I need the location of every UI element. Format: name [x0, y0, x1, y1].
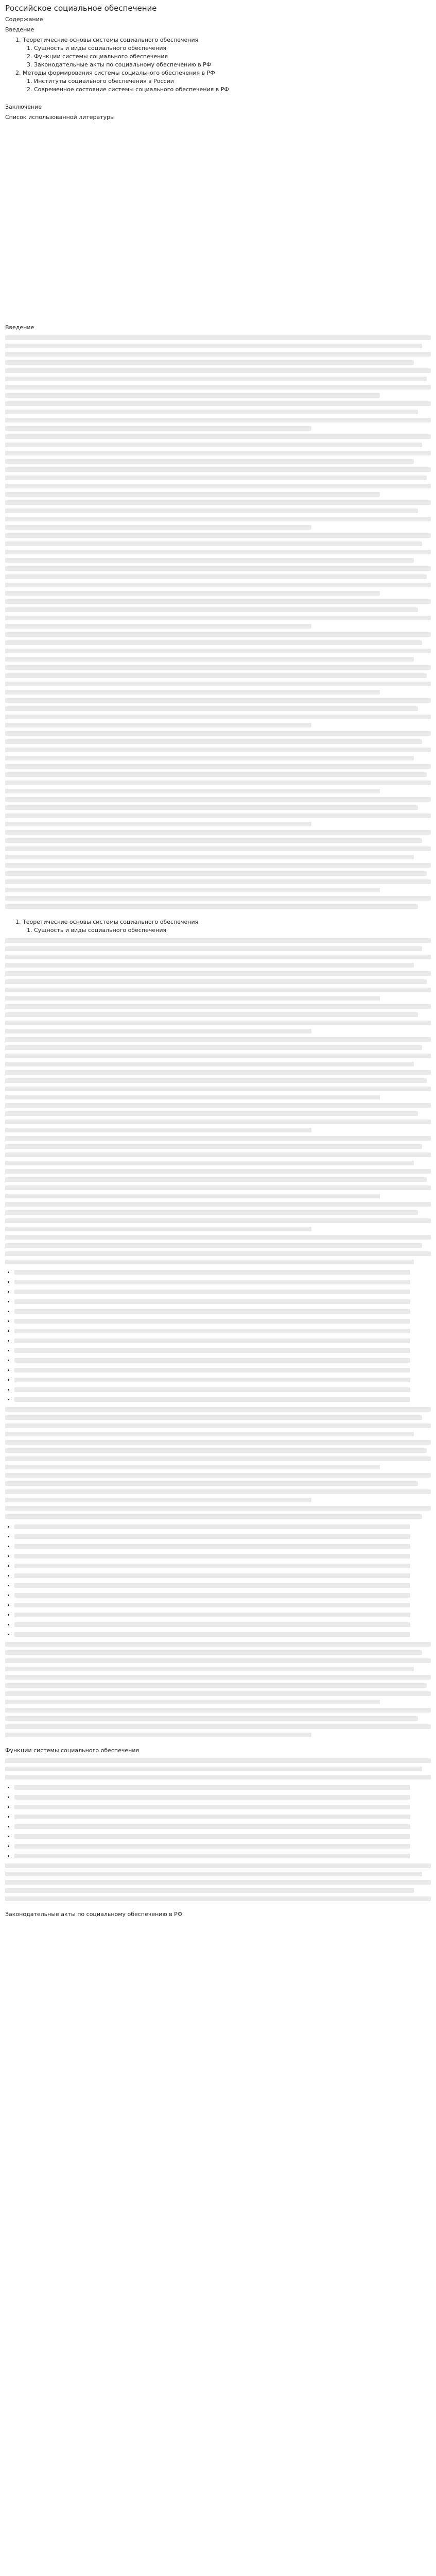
text-line-placeholder [5, 715, 431, 719]
text-line-placeholder [5, 996, 380, 1001]
text-line-placeholder [5, 451, 431, 455]
bullet-item-placeholder [14, 1581, 431, 1589]
text-line-placeholder [5, 1210, 418, 1215]
text-line-placeholder [5, 1650, 422, 1655]
bullet-item-placeholder [14, 1793, 431, 1801]
section-3-heading: Законодательные акты по социальному обеспечению в РФ [5, 1911, 183, 1918]
text-line-placeholder [5, 971, 431, 976]
text-line-placeholder [5, 904, 418, 909]
text-line-placeholder [5, 599, 431, 604]
text-line-placeholder [5, 649, 431, 653]
toc-conclusion-link[interactable]: Заключение [5, 104, 42, 110]
text-line-placeholder [5, 1227, 311, 1231]
text-line-placeholder [5, 1888, 414, 1893]
text-line-placeholder [5, 1514, 422, 1519]
text-line-placeholder [5, 344, 422, 348]
text-line-placeholder [5, 1407, 431, 1412]
text-line-placeholder [5, 1489, 431, 1494]
text-line-placeholder [5, 682, 431, 686]
text-line-placeholder [5, 607, 418, 612]
text-line-placeholder [5, 1423, 431, 1428]
text-line-placeholder [14, 1805, 410, 1809]
text-line-placeholder [5, 739, 422, 744]
intro-text-placeholder [5, 335, 431, 909]
text-line-placeholder [5, 846, 431, 851]
text-line-placeholder [5, 1675, 431, 1680]
toc-heading: Содержание [5, 16, 43, 23]
bullet-item-placeholder [14, 1307, 431, 1315]
text-line-placeholder [14, 1280, 410, 1284]
text-line-placeholder [5, 616, 431, 620]
text-line-placeholder [5, 772, 427, 777]
bullet-item-placeholder [14, 1852, 431, 1860]
text-line-placeholder [5, 814, 431, 818]
text-line-placeholder [14, 1834, 410, 1839]
text-line-placeholder [5, 1218, 431, 1223]
text-line-placeholder [5, 1481, 418, 1486]
text-line-placeholder [5, 1004, 431, 1009]
bullet-item-placeholder [14, 1571, 431, 1580]
text-line-placeholder [5, 1128, 311, 1132]
text-line-placeholder [5, 476, 427, 480]
text-line-placeholder [5, 896, 431, 901]
text-line-placeholder [5, 830, 431, 835]
text-line-placeholder [5, 566, 431, 571]
toc-subsection[interactable]: 1. Институты социального обеспечения в России [34, 77, 431, 86]
section-2-text-placeholder [5, 1758, 431, 1780]
section-1-bullets-2 [14, 1522, 431, 1638]
text-line-placeholder [5, 1498, 311, 1502]
text-line-placeholder [5, 377, 427, 381]
text-line-placeholder [5, 335, 431, 340]
bullet-item-placeholder [14, 1812, 431, 1821]
text-line-placeholder [5, 1235, 431, 1240]
text-line-placeholder [5, 1872, 422, 1876]
text-line-placeholder [5, 533, 431, 538]
text-line-placeholder [14, 1534, 410, 1539]
toc-intro-link[interactable]: Введение [5, 26, 34, 33]
text-line-placeholder [14, 1593, 410, 1598]
bullet-item-placeholder [14, 1532, 431, 1540]
text-line-placeholder [5, 517, 431, 521]
text-line-placeholder [14, 1544, 410, 1549]
text-line-placeholder [5, 665, 431, 670]
bullet-item-placeholder [14, 1336, 431, 1345]
bullet-item-placeholder [14, 1297, 431, 1306]
document-title: Российское социальное обеспечение [5, 4, 157, 13]
text-line-placeholder [5, 459, 414, 464]
text-line-placeholder [5, 955, 431, 959]
toc-subsection[interactable]: 3. Законодательные акты по социальному обеспечению в РФ [34, 61, 431, 69]
text-line-placeholder [5, 657, 414, 662]
section-2-text-placeholder-2 [5, 1863, 431, 1901]
bullet-item-placeholder [14, 1268, 431, 1276]
intro-section [5, 324, 431, 909]
section-2 [5, 1747, 431, 1901]
text-line-placeholder [5, 863, 431, 868]
text-line-placeholder [5, 1161, 414, 1165]
bullet-item-placeholder [14, 1356, 431, 1364]
text-line-placeholder [5, 1473, 431, 1478]
text-line-placeholder [5, 748, 431, 752]
text-line-placeholder [5, 1095, 380, 1099]
section-2-bullets [14, 1783, 431, 1860]
text-line-placeholder [5, 871, 427, 876]
bullet-item-placeholder [14, 1287, 431, 1296]
text-line-placeholder [5, 541, 422, 546]
text-line-placeholder [14, 1329, 410, 1333]
text-line-placeholder [5, 1078, 427, 1083]
toc-bibliography-link[interactable]: Список использованной литературы [5, 114, 115, 121]
text-line-placeholder [14, 1824, 410, 1829]
text-line-placeholder [5, 1260, 414, 1264]
text-line-placeholder [5, 1863, 431, 1868]
text-line-placeholder [5, 1054, 431, 1058]
text-line-placeholder [5, 1012, 418, 1017]
text-line-placeholder [14, 1270, 410, 1275]
toc-subsection[interactable]: 1. Сущность и виды социального обеспечения [34, 44, 431, 53]
bullet-item-placeholder [14, 1822, 431, 1831]
text-line-placeholder [5, 632, 431, 637]
text-line-placeholder [14, 1319, 410, 1324]
text-line-placeholder [5, 401, 431, 406]
text-line-placeholder [5, 764, 431, 769]
bullet-item-placeholder [14, 1611, 431, 1619]
text-line-placeholder [14, 1603, 410, 1607]
text-line-placeholder [5, 1144, 422, 1149]
text-line-placeholder [5, 574, 427, 579]
text-line-placeholder [5, 963, 414, 968]
text-line-placeholder [5, 1169, 431, 1174]
text-line-placeholder [5, 1120, 431, 1124]
text-line-placeholder [5, 805, 418, 810]
text-line-placeholder [5, 988, 431, 992]
text-line-placeholder [5, 1767, 422, 1771]
text-line-placeholder [5, 492, 380, 497]
text-line-placeholder [5, 731, 431, 736]
toc-chapter-1-subsections [23, 44, 431, 69]
text-line-placeholder [5, 558, 414, 563]
section-1-text-placeholder-3 [5, 1642, 431, 1737]
text-line-placeholder [14, 1632, 410, 1637]
text-line-placeholder [5, 583, 431, 587]
text-line-placeholder [5, 1724, 431, 1729]
text-line-placeholder [14, 1854, 410, 1858]
text-line-placeholder [5, 1045, 422, 1050]
text-line-placeholder [5, 1708, 431, 1713]
text-line-placeholder [5, 525, 311, 530]
text-line-placeholder [5, 673, 427, 678]
text-line-placeholder [5, 1251, 431, 1256]
toc-chapter-2[interactable] [23, 69, 431, 94]
text-line-placeholder [5, 838, 422, 843]
text-line-placeholder [5, 781, 431, 785]
text-line-placeholder [5, 1153, 431, 1157]
bullet-item-placeholder [14, 1395, 431, 1403]
section-1-text-placeholder-2 [5, 1407, 431, 1519]
text-line-placeholder [5, 888, 380, 892]
toc-chapter-1[interactable] [23, 36, 431, 69]
text-line-placeholder [5, 1733, 311, 1737]
text-line-placeholder [5, 393, 380, 398]
text-line-placeholder [14, 1613, 410, 1617]
bullet-item-placeholder [14, 1630, 431, 1638]
bullet-item-placeholder [14, 1842, 431, 1850]
text-line-placeholder [5, 550, 431, 554]
text-line-placeholder [5, 1716, 418, 1721]
text-line-placeholder [5, 1448, 427, 1453]
text-line-placeholder [5, 352, 431, 357]
text-line-placeholder [5, 1642, 431, 1647]
text-line-placeholder [14, 1368, 410, 1372]
text-line-placeholder [14, 1290, 410, 1294]
text-line-placeholder [5, 946, 422, 951]
text-line-placeholder [5, 418, 431, 422]
toc-chapter-1-label[interactable]: Теоретические основы системы социального обеспечения [23, 37, 199, 43]
text-line-placeholder [5, 1103, 431, 1108]
text-line-placeholder [5, 410, 418, 414]
text-line-placeholder [14, 1309, 410, 1314]
text-line-placeholder [5, 1896, 431, 1901]
text-line-placeholder [5, 1185, 431, 1190]
text-line-placeholder [5, 698, 431, 703]
bullet-item-placeholder [14, 1620, 431, 1629]
section-1-bullets [14, 1268, 431, 1403]
text-line-placeholder [5, 1243, 422, 1248]
text-line-placeholder [5, 624, 311, 629]
bullet-item-placeholder [14, 1803, 431, 1811]
text-line-placeholder [14, 1564, 410, 1568]
bullet-item-placeholder [14, 1832, 431, 1840]
text-line-placeholder [5, 1658, 431, 1663]
text-line-placeholder [14, 1844, 410, 1849]
text-line-placeholder [14, 1378, 410, 1382]
text-line-placeholder [5, 756, 414, 760]
text-line-placeholder [14, 1815, 410, 1819]
bullet-item-placeholder [14, 1783, 431, 1791]
text-line-placeholder [5, 443, 422, 447]
bullet-item-placeholder [14, 1278, 431, 1286]
text-line-placeholder [5, 938, 431, 943]
section-2-heading: Функции системы социального обеспечения [5, 1747, 139, 1754]
text-line-placeholder [14, 1387, 410, 1392]
text-line-placeholder [5, 1021, 431, 1025]
text-line-placeholder [14, 1358, 410, 1363]
text-line-placeholder [5, 434, 431, 439]
text-line-placeholder [5, 385, 431, 389]
toc-chapter-2-label[interactable]: Методы формирования системы социального обеспечения в РФ [23, 70, 215, 76]
section-3 [5, 1910, 431, 1919]
text-line-placeholder [5, 467, 431, 472]
text-line-placeholder [5, 509, 418, 513]
text-line-placeholder [5, 1775, 431, 1780]
text-line-placeholder [5, 789, 380, 793]
text-line-placeholder [5, 1037, 431, 1042]
text-line-placeholder [5, 1194, 380, 1198]
text-line-placeholder [5, 1432, 414, 1436]
text-line-placeholder [14, 1299, 410, 1304]
intro-heading: Введение [5, 324, 34, 331]
text-line-placeholder [5, 1700, 380, 1704]
text-line-placeholder [5, 979, 427, 984]
text-line-placeholder [5, 879, 431, 884]
text-line-placeholder [5, 723, 311, 727]
bullet-item-placeholder [14, 1522, 431, 1531]
text-line-placeholder [14, 1554, 410, 1558]
section-1-sub-heading: 1. Сущность и виды социального обеспечения [34, 926, 431, 935]
bullet-item-placeholder [14, 1552, 431, 1560]
section-1-chapter-heading: 1. Теоретические основы системы социального обеспечения [23, 918, 431, 926]
section-1-heading-list [5, 918, 431, 935]
bullet-item-placeholder [14, 1601, 431, 1609]
text-line-placeholder [5, 855, 414, 859]
bullet-item-placeholder [14, 1346, 431, 1354]
toc-subsection[interactable]: 2. Современное состояние системы социального обеспечения в РФ [34, 86, 431, 94]
text-line-placeholder [14, 1795, 410, 1800]
text-line-placeholder [5, 1691, 431, 1696]
text-line-placeholder [5, 500, 431, 505]
text-line-placeholder [5, 690, 380, 694]
text-line-placeholder [5, 484, 431, 488]
section-1-text-placeholder [5, 938, 431, 1264]
bullet-item-placeholder [14, 1385, 431, 1394]
bullet-item-placeholder [14, 1562, 431, 1570]
text-line-placeholder [14, 1785, 410, 1790]
text-line-placeholder [5, 1029, 311, 1033]
text-line-placeholder [14, 1622, 410, 1627]
text-line-placeholder [5, 360, 414, 365]
text-line-placeholder [5, 1070, 431, 1075]
text-line-placeholder [5, 1506, 431, 1511]
text-line-placeholder [5, 368, 431, 373]
text-line-placeholder [5, 1683, 427, 1688]
bullet-item-placeholder [14, 1317, 431, 1325]
section-1-sub-list [23, 926, 431, 935]
text-line-placeholder [5, 1667, 414, 1671]
text-line-placeholder [5, 640, 422, 645]
text-line-placeholder [5, 1087, 431, 1091]
text-line-placeholder [5, 426, 311, 431]
text-line-placeholder [5, 1177, 427, 1182]
toc-subsection[interactable]: 2. Функции системы социального обеспечения [34, 53, 431, 61]
blank-area [5, 124, 431, 314]
section-1 [5, 918, 431, 1737]
toc-chapter-list [5, 36, 431, 94]
text-line-placeholder [14, 1573, 410, 1578]
bullet-item-placeholder [14, 1366, 431, 1374]
bullet-item-placeholder [14, 1542, 431, 1550]
text-line-placeholder [5, 1136, 431, 1141]
text-line-placeholder [5, 1202, 431, 1207]
text-line-placeholder [14, 1583, 410, 1588]
bullet-item-placeholder [14, 1327, 431, 1335]
text-line-placeholder [5, 797, 431, 802]
text-line-placeholder [5, 1456, 431, 1461]
bullet-item-placeholder [14, 1376, 431, 1384]
text-line-placeholder [14, 1397, 410, 1402]
text-line-placeholder [5, 1440, 431, 1445]
text-line-placeholder [5, 1415, 422, 1420]
text-line-placeholder [14, 1348, 410, 1353]
bullet-item-placeholder [14, 1591, 431, 1599]
text-line-placeholder [14, 1338, 410, 1343]
text-line-placeholder [5, 591, 380, 596]
text-line-placeholder [5, 1465, 380, 1469]
text-line-placeholder [5, 1062, 414, 1066]
text-line-placeholder [5, 1111, 418, 1116]
text-line-placeholder [5, 1880, 431, 1885]
toc-spacer [5, 95, 431, 101]
text-line-placeholder [5, 822, 311, 826]
toc-chapter-2-subsections [23, 77, 431, 94]
text-line-placeholder [5, 706, 418, 711]
text-line-placeholder [5, 1758, 431, 1763]
text-line-placeholder [14, 1524, 410, 1529]
